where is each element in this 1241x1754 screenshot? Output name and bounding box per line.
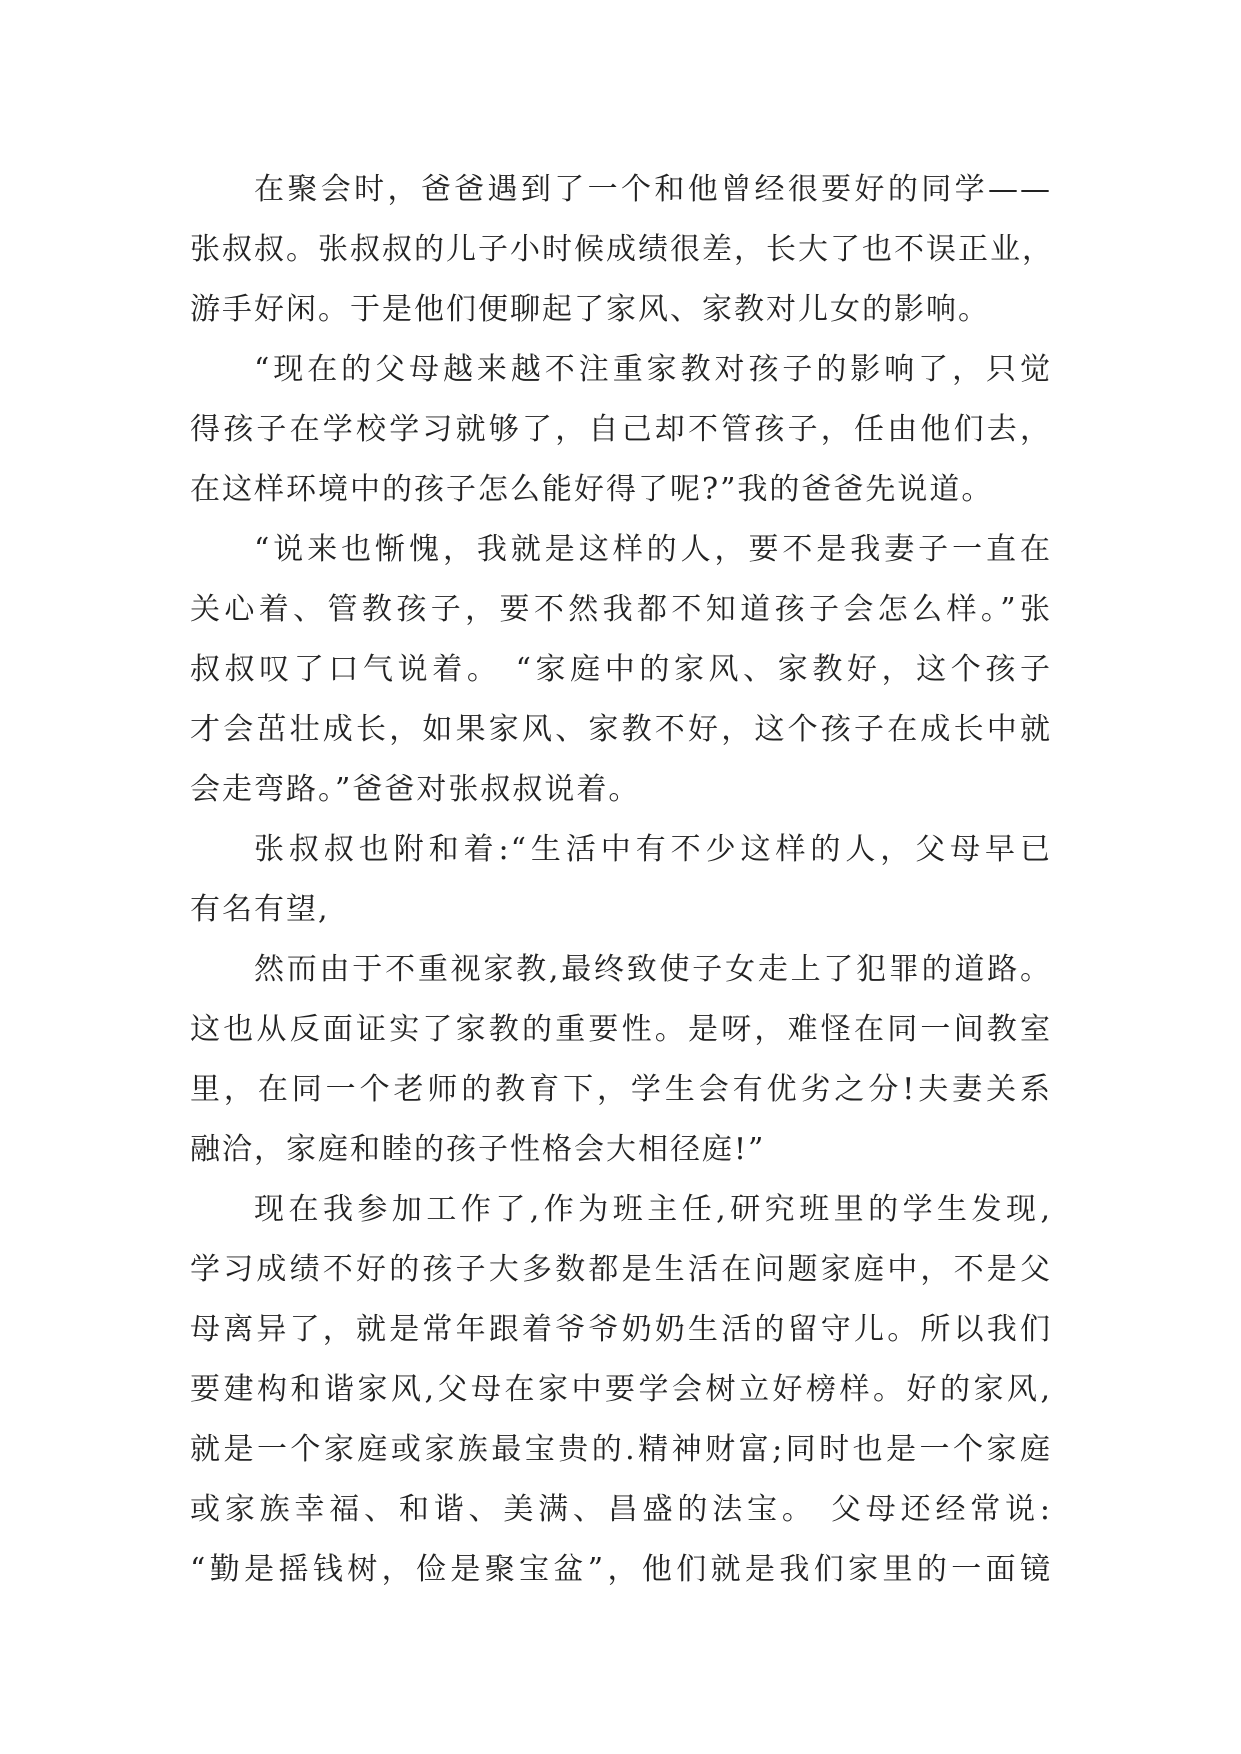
text-line: 学习成绩不好的孩子大多数都是生活在问题家庭中，不是父 — [190, 1252, 1052, 1287]
text-line: “现在的父母越来越不注重家教对孩子的影响了，只觉 — [254, 352, 1052, 387]
text-line: 或家族幸福、和谐、美满、昌盛的法宝。 父母还经常说: — [190, 1492, 1052, 1527]
text-line: 里，在同一个老师的教育下，学生会有优劣之分!夫妻关系 — [190, 1072, 1052, 1107]
text-line: 现在我参加工作了,作为班主任,研究班里的学生发现, — [254, 1192, 1052, 1227]
document-body — [190, 160, 1052, 1600]
text-line: 关心着、管教孩子，要不然我都不知道孩子会怎么样。”张 — [190, 592, 1052, 627]
text-line: 会走弯路。”爸爸对张叔叔说着。 — [190, 772, 641, 807]
text-line: 在这样环境中的孩子怎么能好得了呢?”我的爸爸先说道。 — [190, 472, 994, 507]
text-line: 张叔叔。张叔叔的儿子小时候成绩很差，长大了也不误正业， — [190, 232, 1054, 267]
text-line: “说来也惭愧，我就是这样的人，要不是我妻子一直在 — [254, 532, 1052, 567]
text-line: 才会茁壮成长，如果家风、家教不好，这个孩子在成长中就 — [190, 712, 1052, 747]
text-line: 这也从反面证实了家教的重要性。是呀，难怪在同一间教室 — [190, 1012, 1052, 1047]
text-line: 叔叔叹了口气说着。 “家庭中的家风、家教好，这个孩子 — [190, 652, 1052, 687]
text-line: 得孩子在学校学习就够了，自己却不管孩子，任由他们去， — [190, 412, 1052, 447]
text-line: 游手好闲。于是他们便聊起了家风、家教对儿女的影响。 — [190, 292, 990, 327]
text-line: 张叔叔也附和着:“生活中有不少这样的人，父母早已 — [254, 832, 1052, 867]
text-line: 母离异了，就是常年跟着爷爷奶奶生活的留守儿。所以我们 — [190, 1312, 1052, 1347]
text-line: 要建构和谐家风,父母在家中要学会树立好榜样。好的家风, — [190, 1372, 1052, 1407]
text-line: 就是一个家庭或家族最宝贵的.精神财富;同时也是一个家庭 — [190, 1432, 1052, 1467]
text-line: 在聚会时，爸爸遇到了一个和他曾经很要好的同学—— — [254, 172, 1052, 207]
text-line: “勤是摇钱树，俭是聚宝盆”，他们就是我们家里的一面镜 — [190, 1552, 1052, 1587]
text-line: 然而由于不重视家教,最终致使子女走上了犯罪的道路。 — [254, 952, 1052, 987]
text-line: 融洽，家庭和睦的孩子性格会大相径庭!” — [190, 1132, 766, 1167]
text-line: 有名有望, — [190, 892, 330, 927]
